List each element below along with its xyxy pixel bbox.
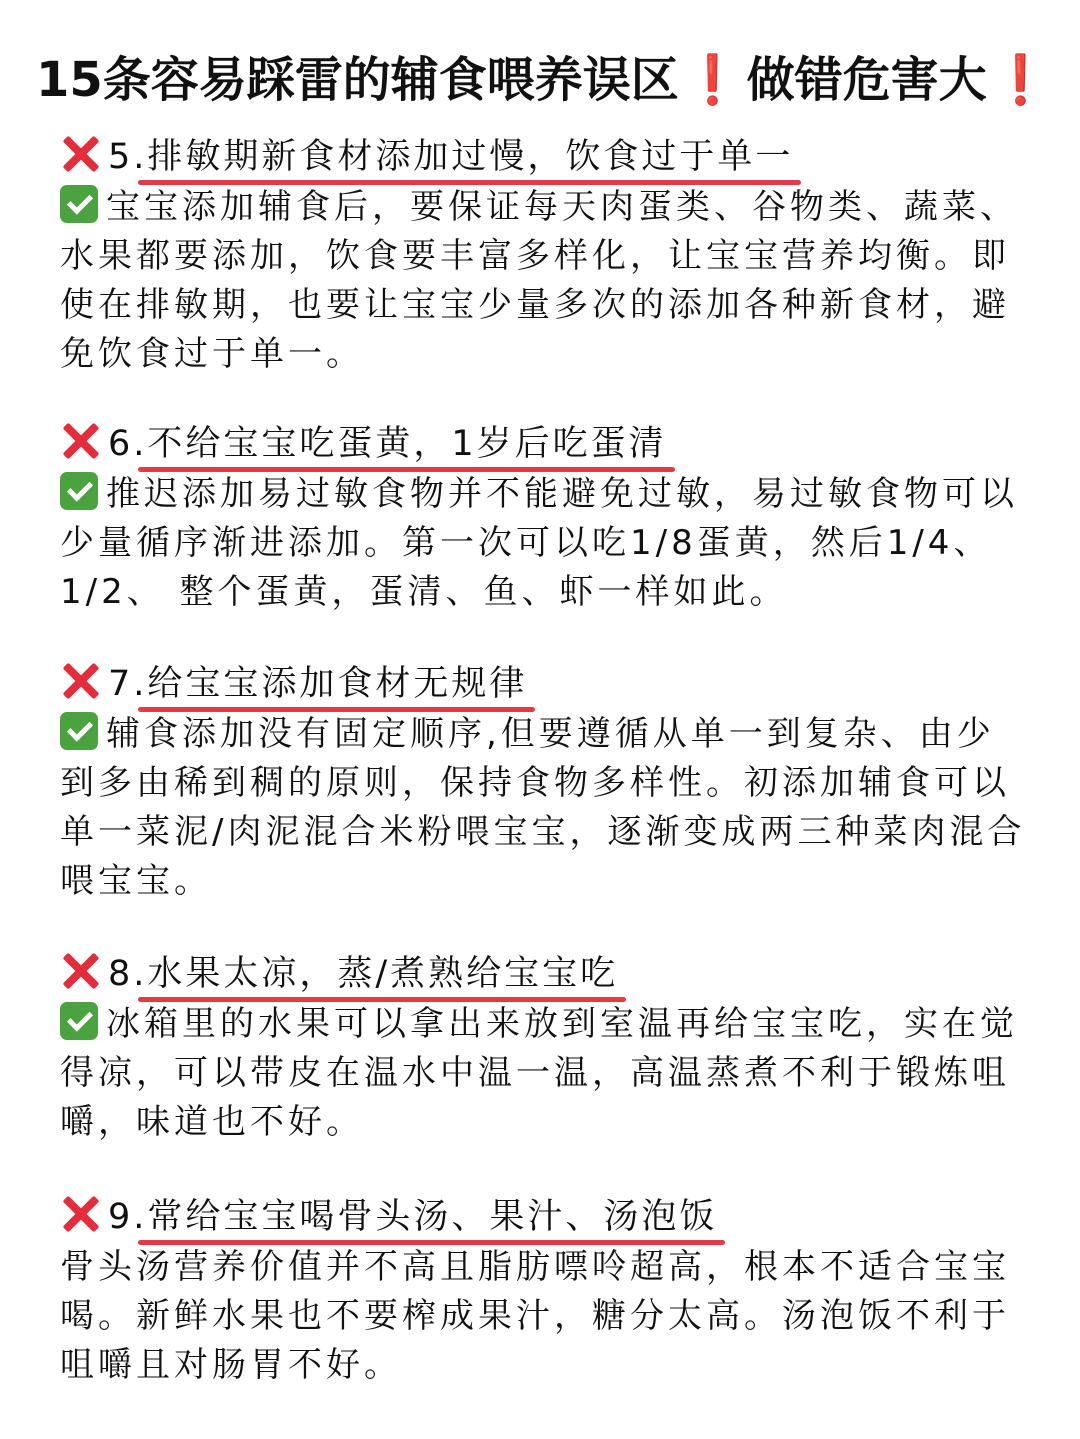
section-9 bbox=[60, 1193, 1030, 1390]
section-7 bbox=[60, 660, 1030, 906]
cross-mark-icon bbox=[60, 1194, 100, 1234]
check-mark-icon bbox=[60, 185, 98, 223]
section-heading bbox=[60, 660, 527, 714]
section-body bbox=[60, 1243, 1030, 1390]
section-8 bbox=[60, 950, 1030, 1147]
heading-text: 8.水果太凉，蒸/煮熟给宝宝吃 bbox=[108, 954, 619, 994]
heading-underline bbox=[138, 997, 626, 1002]
section-body bbox=[60, 1000, 1030, 1147]
section-heading bbox=[60, 950, 618, 1004]
section-body bbox=[60, 183, 1030, 379]
heading-underline bbox=[138, 180, 801, 185]
body-text: 辅食添加没有固定顺序,但要遵循从单一到复杂、由少到多由稀到稠的原则，保持食物多样性。初添加辅食可以单一菜泥/肉泥混合米粉喂宝宝，逐渐变成两三种菜肉混合喂宝宝。 bbox=[60, 714, 1026, 901]
heading-text: 5.排敏期新食材添加过慢，饮食过于单一 bbox=[108, 137, 794, 177]
cross-mark-icon bbox=[60, 134, 100, 174]
heading-text: 9.常给宝宝喝骨头汤、果汁、汤泡饭 bbox=[108, 1197, 718, 1237]
cross-mark-icon bbox=[60, 951, 100, 991]
section-6 bbox=[60, 420, 1030, 617]
page-title bbox=[36, 48, 1051, 112]
section-body bbox=[60, 710, 1030, 906]
section-5 bbox=[60, 133, 1030, 379]
heading-underline bbox=[138, 467, 675, 472]
heading-underline bbox=[138, 1240, 725, 1245]
section-body bbox=[60, 470, 1030, 617]
section-heading bbox=[60, 420, 667, 474]
section-heading bbox=[60, 133, 793, 187]
check-mark-icon bbox=[60, 712, 98, 750]
title-suffix: 做错危害大 bbox=[746, 52, 987, 108]
body-text: 宝宝添加辅食后，要保证每天肉蛋类、谷物类、蔬菜、水果都要添加，饮食要丰富多样化，让宝宝营养均衡。即使在排敏期，也要让宝宝少量多次的添加各种新食材，避免饮食过于单一。 bbox=[60, 187, 1018, 374]
heading-underline bbox=[138, 707, 535, 712]
section-heading bbox=[60, 1193, 717, 1247]
check-mark-icon bbox=[60, 472, 98, 510]
heading-text: 7.给宝宝添加食材无规律 bbox=[108, 664, 528, 704]
body-text: 推迟添加易过敏食物并不能避免过敏，易过敏食物可以少量循序渐进添加。第一次可以吃1/8蛋黄，然后1/4、1/2、 整个蛋黄，蛋清、鱼、虾一样如此。 bbox=[60, 474, 1018, 612]
title-text: 15条容易踩雷的辅食喂养误区 bbox=[36, 52, 679, 108]
body-text: 冰箱里的水果可以拿出来放到室温再给宝宝吃，实在觉得凉，可以带皮在温水中温一温，高温蒸煮不利于锻炼咀嚼，味道也不好。 bbox=[60, 1004, 1018, 1142]
heading-text: 6.不给宝宝吃蛋黄，1岁后吃蛋清 bbox=[108, 424, 667, 464]
exclamation-icon: ❗ bbox=[682, 52, 743, 108]
cross-mark-icon bbox=[60, 661, 100, 701]
check-mark-icon bbox=[60, 1002, 98, 1040]
body-text: 骨头汤营养价值并不高且脂肪嘌呤超高，根本不适合宝宝喝。新鲜水果也不要榨成果汁，糖分太高。汤泡饭不利于咀嚼且对肠胃不好。 bbox=[60, 1247, 1010, 1385]
cross-mark-icon bbox=[60, 421, 100, 461]
exclamation-icon: ❗ bbox=[990, 52, 1051, 108]
